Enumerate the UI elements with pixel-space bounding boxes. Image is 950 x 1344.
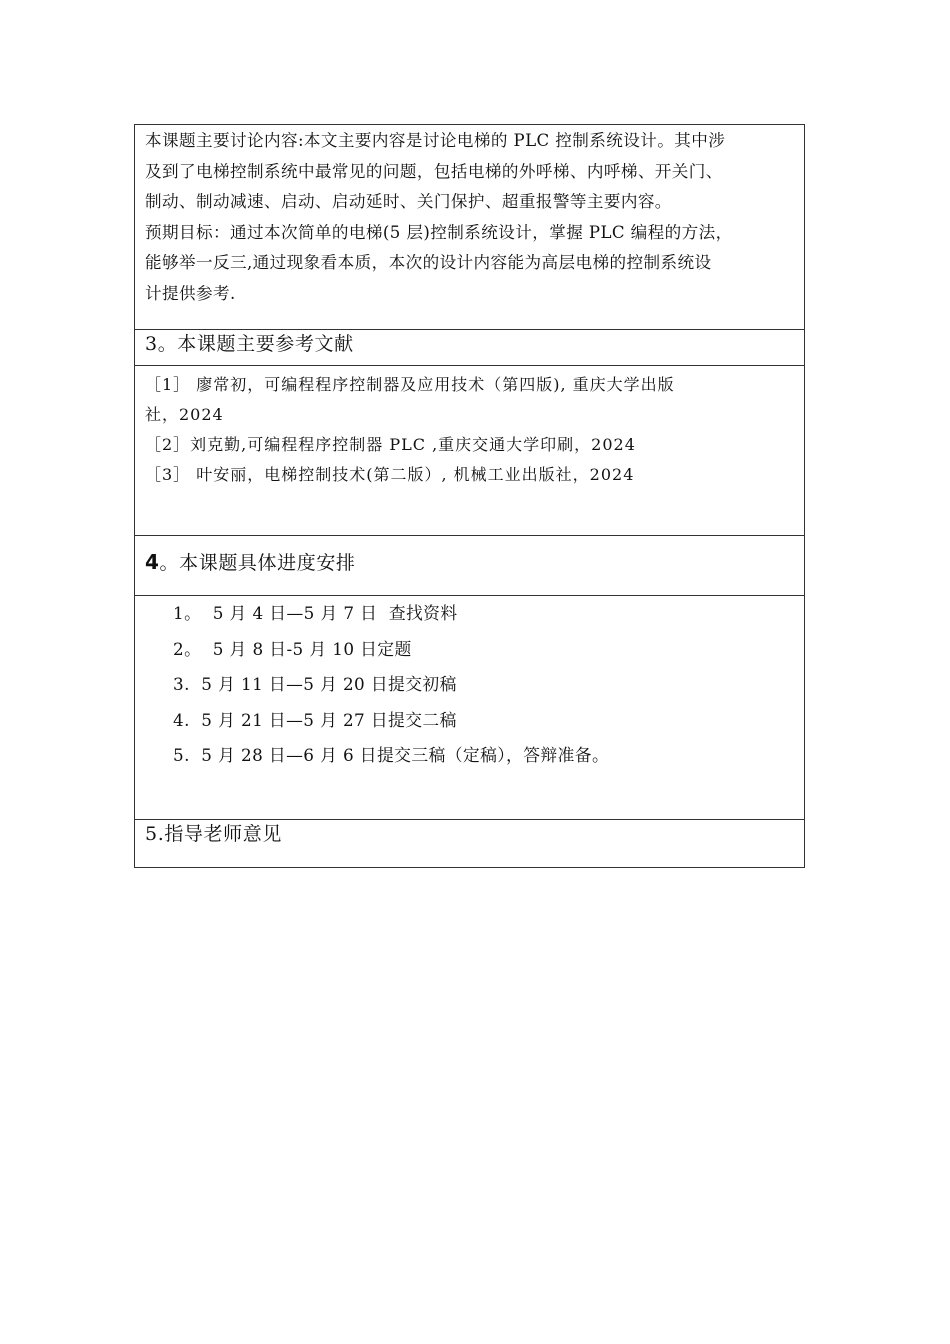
schedule-item: 2。 5 月 8 日-5 月 10 日定题 — [173, 638, 412, 659]
reference-item: ［1］ 廖常初，可编程程序控制器及应用技术（第四版), 重庆大学出版 — [145, 375, 675, 394]
schedule-cell — [135, 595, 804, 819]
section-4-title: 。本课题具体进度安排 — [159, 552, 356, 574]
intro-line: 计提供参考. — [145, 283, 236, 303]
section-4-heading — [135, 535, 804, 595]
section-5-title: 5.指导老师意见 — [145, 823, 282, 845]
reference-item: 社，2024 — [145, 405, 224, 424]
schedule-item: 3. 5 月 11 日—5 月 20 日提交初稿 — [173, 674, 457, 694]
section-5-heading — [135, 819, 804, 867]
intro-line: 能够举一反三,通过现象看本质，本次的设计内容能为高层电梯的控制系统设 — [145, 253, 712, 272]
schedule-item: 1。 5 月 4 日—5 月 7 日 查找资料 — [173, 603, 458, 623]
schedule-item: 4. 5 月 21 日—5 月 27 日提交二稿 — [173, 709, 457, 730]
topic-content-cell — [135, 125, 804, 329]
reference-item: ［2］刘克勤,可编程程序控制器 PLC ,重庆交通大学印刷，2024 — [145, 435, 636, 454]
intro-line: 预期目标：通过本次简单的电梯(5 层)控制系统设计，掌握 PLC 编程的方法， — [145, 222, 733, 242]
intro-line: 制动、制动减速、启动、启动延时、关门保护、超重报警等主要内容。 — [145, 192, 672, 211]
section-4-number: 4 — [145, 550, 160, 574]
intro-line: 本课题主要讨论内容:本文主要内容是讨论电梯的 PLC 控制系统设计。其中涉 — [145, 131, 726, 150]
section-3-heading — [135, 329, 804, 365]
reference-item: ［3］ 叶安丽，电梯控制技术(第二版）, 机械工业出版社，2024 — [145, 465, 635, 484]
schedule-item: 5. 5 月 28 日—6 月 6 日提交三稿（定稿），答辩准备。 — [173, 745, 610, 765]
proposal-table — [134, 124, 805, 868]
section-3-title: 3。本课题主要参考文献 — [145, 333, 354, 355]
intro-line: 及到了电梯控制系统中最常见的问题，包括电梯的外呼梯、内呼梯、开关门、 — [145, 161, 723, 181]
references-cell — [135, 365, 804, 535]
